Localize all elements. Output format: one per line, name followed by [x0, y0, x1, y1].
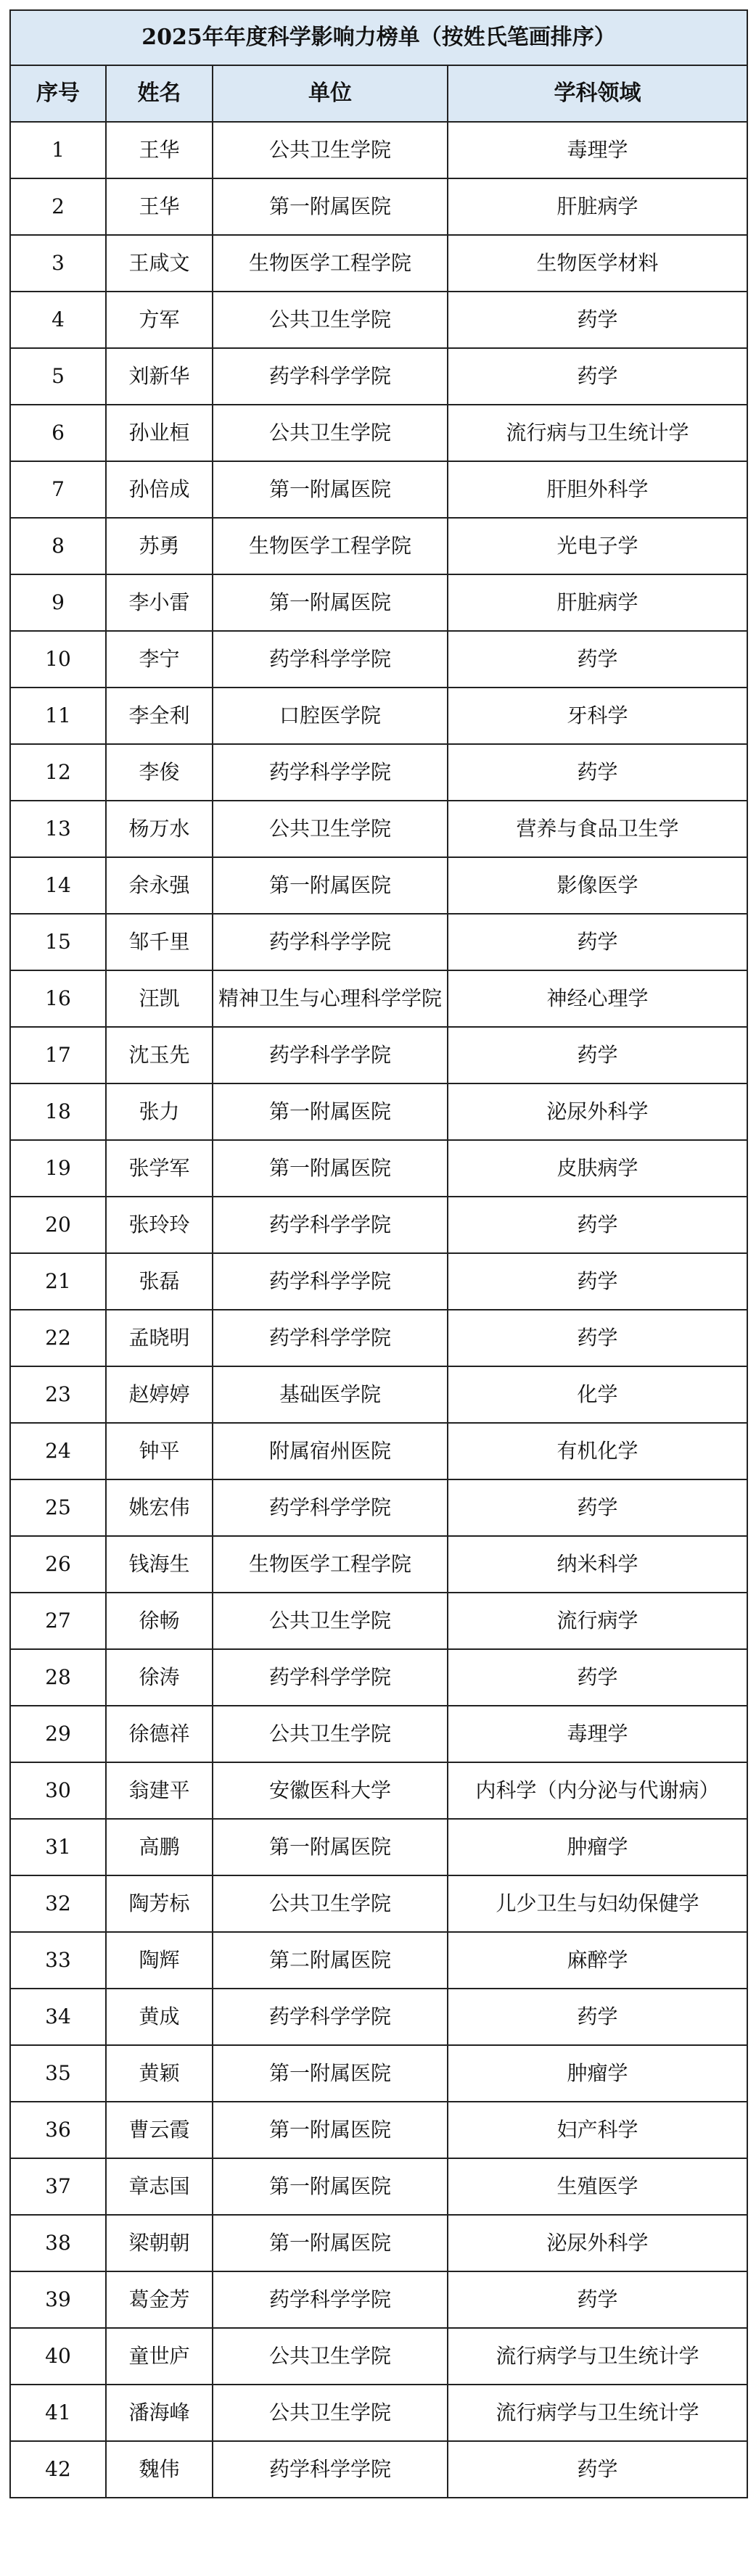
cell-no: 40	[10, 2328, 106, 2385]
cell-name: 葛金芳	[106, 2271, 213, 2328]
cell-field: 毒理学	[448, 1706, 747, 1762]
table-row	[10, 2045, 747, 2102]
cell-unit: 口腔医学院	[213, 688, 448, 744]
table-row	[10, 1197, 747, 1253]
table-row	[10, 2271, 747, 2328]
cell-field: 儿少卫生与妇幼保健学	[448, 1875, 747, 1932]
cell-field: 药学	[448, 1649, 747, 1706]
table-row	[10, 1479, 747, 1536]
cell-name: 李俊	[106, 744, 213, 801]
table-row	[10, 2102, 747, 2158]
cell-field: 药学	[448, 292, 747, 348]
cell-unit: 药学科学学院	[213, 631, 448, 688]
cell-no: 8	[10, 518, 106, 574]
cell-field: 肝胆外科学	[448, 461, 747, 518]
cell-unit: 公共卫生学院	[213, 1875, 448, 1932]
cell-no: 7	[10, 461, 106, 518]
cell-name: 徐德祥	[106, 1706, 213, 1762]
cell-no: 35	[10, 2045, 106, 2102]
cell-unit: 公共卫生学院	[213, 405, 448, 461]
cell-unit: 生物医学工程学院	[213, 518, 448, 574]
cell-name: 王咸文	[106, 235, 213, 292]
cell-unit: 公共卫生学院	[213, 2328, 448, 2385]
cell-no: 20	[10, 1197, 106, 1253]
table-body	[10, 122, 747, 2498]
cell-no: 6	[10, 405, 106, 461]
cell-name: 杨万水	[106, 801, 213, 857]
cell-no: 36	[10, 2102, 106, 2158]
cell-field: 生物医学材料	[448, 235, 747, 292]
cell-no: 34	[10, 1989, 106, 2045]
cell-unit: 第一附属医院	[213, 574, 448, 631]
cell-unit: 第一附属医院	[213, 2102, 448, 2158]
cell-no: 24	[10, 1423, 106, 1479]
cell-field: 药学	[448, 914, 747, 970]
table-row	[10, 631, 747, 688]
cell-name: 张学军	[106, 1140, 213, 1197]
cell-name: 王华	[106, 178, 213, 235]
cell-name: 赵婷婷	[106, 1366, 213, 1423]
cell-no: 32	[10, 1875, 106, 1932]
cell-name: 李宁	[106, 631, 213, 688]
table-row	[10, 348, 747, 405]
table-row	[10, 1027, 747, 1083]
cell-name: 钟平	[106, 1423, 213, 1479]
table-row	[10, 1649, 747, 1706]
cell-unit: 药学科学学院	[213, 1649, 448, 1706]
cell-no: 19	[10, 1140, 106, 1197]
cell-field: 泌尿外科学	[448, 2215, 747, 2271]
table-row	[10, 801, 747, 857]
cell-name: 王华	[106, 122, 213, 178]
cell-no: 5	[10, 348, 106, 405]
cell-unit: 药学科学学院	[213, 1253, 448, 1310]
cell-name: 黄成	[106, 1989, 213, 2045]
cell-unit: 第一附属医院	[213, 1140, 448, 1197]
cell-unit: 公共卫生学院	[213, 2385, 448, 2441]
cell-no: 15	[10, 914, 106, 970]
cell-name: 李小雷	[106, 574, 213, 631]
cell-unit: 精神卫生与心理科学学院	[213, 970, 448, 1027]
cell-field: 肝脏病学	[448, 178, 747, 235]
cell-no: 31	[10, 1819, 106, 1875]
cell-no: 1	[10, 122, 106, 178]
cell-field: 药学	[448, 2271, 747, 2328]
table-row	[10, 857, 747, 914]
cell-unit: 第一附属医院	[213, 178, 448, 235]
cell-unit: 第一附属医院	[213, 2215, 448, 2271]
cell-no: 41	[10, 2385, 106, 2441]
table-row	[10, 461, 747, 518]
table-row	[10, 405, 747, 461]
cell-unit: 药学科学学院	[213, 1479, 448, 1536]
cell-no: 21	[10, 1253, 106, 1310]
cell-name: 邹千里	[106, 914, 213, 970]
header-field: 学科领域	[448, 65, 747, 122]
cell-field: 药学	[448, 1479, 747, 1536]
cell-unit: 附属宿州医院	[213, 1423, 448, 1479]
cell-no: 14	[10, 857, 106, 914]
cell-name: 李全利	[106, 688, 213, 744]
cell-no: 23	[10, 1366, 106, 1423]
table-row	[10, 1762, 747, 1819]
cell-field: 药学	[448, 744, 747, 801]
cell-name: 张力	[106, 1083, 213, 1140]
table-row	[10, 970, 747, 1027]
header-unit: 单位	[213, 65, 448, 122]
cell-unit: 安徽医科大学	[213, 1762, 448, 1819]
cell-field: 光电子学	[448, 518, 747, 574]
cell-field: 流行病学与卫生统计学	[448, 2328, 747, 2385]
cell-name: 孟晓明	[106, 1310, 213, 1366]
table-row	[10, 1253, 747, 1310]
cell-field: 化学	[448, 1366, 747, 1423]
cell-field: 药学	[448, 1310, 747, 1366]
table-row	[10, 1819, 747, 1875]
cell-unit: 药学科学学院	[213, 744, 448, 801]
table-row	[10, 518, 747, 574]
table-title: 2025年年度科学影响力榜单（按姓氏笔画排序）	[10, 10, 747, 65]
cell-unit: 第二附属医院	[213, 1932, 448, 1989]
cell-name: 陶芳标	[106, 1875, 213, 1932]
table-row	[10, 2328, 747, 2385]
cell-unit: 第一附属医院	[213, 1819, 448, 1875]
table-row	[10, 744, 747, 801]
cell-no: 17	[10, 1027, 106, 1083]
cell-no: 11	[10, 688, 106, 744]
cell-unit: 第一附属医院	[213, 2158, 448, 2215]
table-row	[10, 1423, 747, 1479]
cell-unit: 公共卫生学院	[213, 122, 448, 178]
table-row	[10, 1140, 747, 1197]
cell-field: 皮肤病学	[448, 1140, 747, 1197]
cell-name: 张磊	[106, 1253, 213, 1310]
cell-unit: 第一附属医院	[213, 2045, 448, 2102]
cell-no: 9	[10, 574, 106, 631]
cell-field: 流行病学与卫生统计学	[448, 2385, 747, 2441]
cell-no: 12	[10, 744, 106, 801]
cell-field: 妇产科学	[448, 2102, 747, 2158]
cell-field: 麻醉学	[448, 1932, 747, 1989]
cell-field: 营养与食品卫生学	[448, 801, 747, 857]
cell-field: 生殖医学	[448, 2158, 747, 2215]
cell-name: 张玲玲	[106, 1197, 213, 1253]
table-row	[10, 1875, 747, 1932]
cell-unit: 药学科学学院	[213, 1197, 448, 1253]
cell-name: 方军	[106, 292, 213, 348]
cell-field: 肿瘤学	[448, 2045, 747, 2102]
cell-unit: 药学科学学院	[213, 2441, 448, 2498]
cell-name: 汪凯	[106, 970, 213, 1027]
table-row	[10, 914, 747, 970]
table-row	[10, 2385, 747, 2441]
cell-no: 33	[10, 1932, 106, 1989]
cell-field: 神经心理学	[448, 970, 747, 1027]
cell-field: 肿瘤学	[448, 1819, 747, 1875]
cell-unit: 药学科学学院	[213, 2271, 448, 2328]
table-row	[10, 235, 747, 292]
cell-name: 童世庐	[106, 2328, 213, 2385]
cell-field: 有机化学	[448, 1423, 747, 1479]
table-row	[10, 1593, 747, 1649]
cell-field: 纳米科学	[448, 1536, 747, 1593]
table-row	[10, 292, 747, 348]
cell-unit: 第一附属医院	[213, 857, 448, 914]
cell-name: 苏勇	[106, 518, 213, 574]
title-row	[10, 10, 747, 65]
cell-unit: 公共卫生学院	[213, 1706, 448, 1762]
cell-field: 药学	[448, 631, 747, 688]
cell-no: 38	[10, 2215, 106, 2271]
cell-no: 37	[10, 2158, 106, 2215]
cell-no: 30	[10, 1762, 106, 1819]
cell-unit: 第一附属医院	[213, 1083, 448, 1140]
cell-no: 13	[10, 801, 106, 857]
cell-no: 16	[10, 970, 106, 1027]
cell-field: 肝脏病学	[448, 574, 747, 631]
table-row	[10, 1932, 747, 1989]
ranking-table	[9, 9, 748, 2498]
cell-name: 潘海峰	[106, 2385, 213, 2441]
cell-name: 黄颖	[106, 2045, 213, 2102]
cell-no: 4	[10, 292, 106, 348]
cell-no: 27	[10, 1593, 106, 1649]
cell-name: 魏伟	[106, 2441, 213, 2498]
table-row	[10, 1310, 747, 1366]
cell-field: 药学	[448, 348, 747, 405]
table-row	[10, 1366, 747, 1423]
cell-name: 章志国	[106, 2158, 213, 2215]
cell-field: 内科学（内分泌与代谢病）	[448, 1762, 747, 1819]
table-row	[10, 178, 747, 235]
header-row	[10, 65, 747, 122]
table-row	[10, 1706, 747, 1762]
cell-no: 2	[10, 178, 106, 235]
table-row	[10, 1083, 747, 1140]
cell-no: 39	[10, 2271, 106, 2328]
cell-no: 28	[10, 1649, 106, 1706]
cell-field: 药学	[448, 1197, 747, 1253]
cell-name: 梁朝朝	[106, 2215, 213, 2271]
cell-unit: 生物医学工程学院	[213, 1536, 448, 1593]
cell-name: 孙倍成	[106, 461, 213, 518]
cell-field: 牙科学	[448, 688, 747, 744]
cell-name: 曹云霞	[106, 2102, 213, 2158]
cell-field: 泌尿外科学	[448, 1083, 747, 1140]
cell-name: 高鹏	[106, 1819, 213, 1875]
ranking-sheet	[9, 9, 747, 2498]
cell-no: 26	[10, 1536, 106, 1593]
cell-unit: 公共卫生学院	[213, 1593, 448, 1649]
header-no: 序号	[10, 65, 106, 122]
cell-no: 25	[10, 1479, 106, 1536]
table-row	[10, 1989, 747, 2045]
cell-field: 影像医学	[448, 857, 747, 914]
cell-no: 10	[10, 631, 106, 688]
cell-unit: 药学科学学院	[213, 348, 448, 405]
table-row	[10, 2441, 747, 2498]
cell-name: 徐涛	[106, 1649, 213, 1706]
table-row	[10, 2215, 747, 2271]
cell-no: 42	[10, 2441, 106, 2498]
cell-no: 29	[10, 1706, 106, 1762]
cell-name: 钱海生	[106, 1536, 213, 1593]
table-row	[10, 122, 747, 178]
cell-name: 沈玉先	[106, 1027, 213, 1083]
cell-name: 徐畅	[106, 1593, 213, 1649]
cell-unit: 生物医学工程学院	[213, 235, 448, 292]
table-row	[10, 1536, 747, 1593]
cell-name: 陶辉	[106, 1932, 213, 1989]
cell-field: 毒理学	[448, 122, 747, 178]
cell-name: 孙业桓	[106, 405, 213, 461]
cell-field: 流行病学	[448, 1593, 747, 1649]
cell-name: 翁建平	[106, 1762, 213, 1819]
cell-unit: 基础医学院	[213, 1366, 448, 1423]
cell-no: 22	[10, 1310, 106, 1366]
cell-unit: 药学科学学院	[213, 1027, 448, 1083]
cell-no: 18	[10, 1083, 106, 1140]
cell-unit: 公共卫生学院	[213, 801, 448, 857]
cell-unit: 药学科学学院	[213, 1310, 448, 1366]
cell-field: 药学	[448, 1253, 747, 1310]
cell-unit: 药学科学学院	[213, 914, 448, 970]
table-row	[10, 688, 747, 744]
table-row	[10, 2158, 747, 2215]
cell-no: 3	[10, 235, 106, 292]
cell-unit: 第一附属医院	[213, 461, 448, 518]
cell-unit: 公共卫生学院	[213, 292, 448, 348]
cell-name: 刘新华	[106, 348, 213, 405]
cell-unit: 药学科学学院	[213, 1989, 448, 2045]
cell-field: 药学	[448, 1989, 747, 2045]
cell-field: 药学	[448, 2441, 747, 2498]
cell-name: 姚宏伟	[106, 1479, 213, 1536]
cell-field: 流行病与卫生统计学	[448, 405, 747, 461]
cell-name: 余永强	[106, 857, 213, 914]
table-row	[10, 574, 747, 631]
cell-field: 药学	[448, 1027, 747, 1083]
header-name: 姓名	[106, 65, 213, 122]
